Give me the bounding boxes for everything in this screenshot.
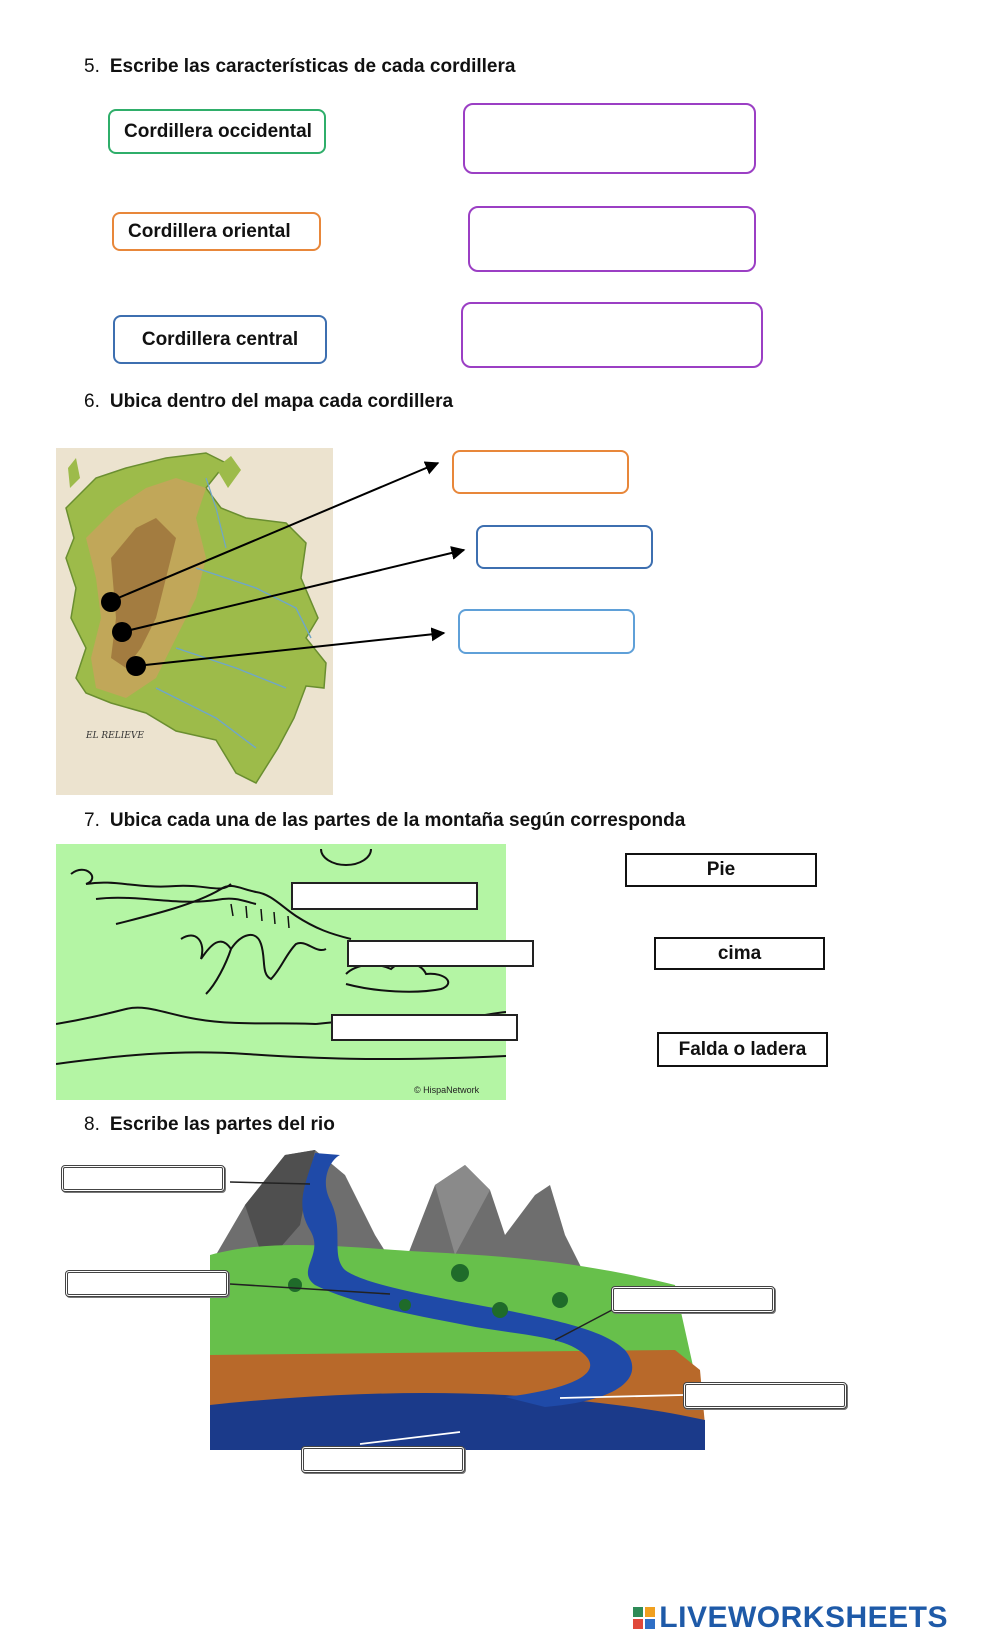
river-blank-2[interactable] [65, 1270, 229, 1297]
map-caption: EL RELIEVE [86, 731, 144, 741]
question-text: Escribe las características de cada cordillera [109, 56, 516, 77]
river-blank-1[interactable] [61, 1165, 225, 1192]
question-number: 6. [84, 391, 100, 412]
word-chip-pie[interactable]: Pie [625, 853, 817, 887]
question-text: Ubica dentro del mapa cada cordillera [109, 391, 454, 412]
river-blank-4[interactable] [683, 1382, 847, 1409]
question-number: 5. [84, 56, 100, 77]
logo-icon [633, 1607, 655, 1629]
question-text: Ubica cada una de las partes de la montaña según corresponda [109, 810, 686, 831]
river-blank-3[interactable] [611, 1286, 775, 1313]
label-cordillera-oriental: Cordillera oriental [112, 212, 321, 251]
label-cordillera-occidental: Cordillera occidental [108, 109, 326, 154]
river-blank-5[interactable] [301, 1446, 465, 1473]
question-number: 8. [84, 1114, 100, 1135]
label-cordillera-central: Cordillera central [113, 315, 327, 364]
word-chip-falda[interactable]: Falda o ladera [657, 1032, 828, 1067]
image-credit: © HispaNetwork [414, 1085, 480, 1095]
question-text: Escribe las partes del rio [109, 1114, 335, 1135]
question-number: 7. [84, 810, 100, 831]
brand-name: LIVEWORKSHEETS [659, 1601, 948, 1634]
word-chip-cima[interactable]: cima [654, 937, 825, 970]
liveworksheets-logo [633, 1601, 948, 1635]
